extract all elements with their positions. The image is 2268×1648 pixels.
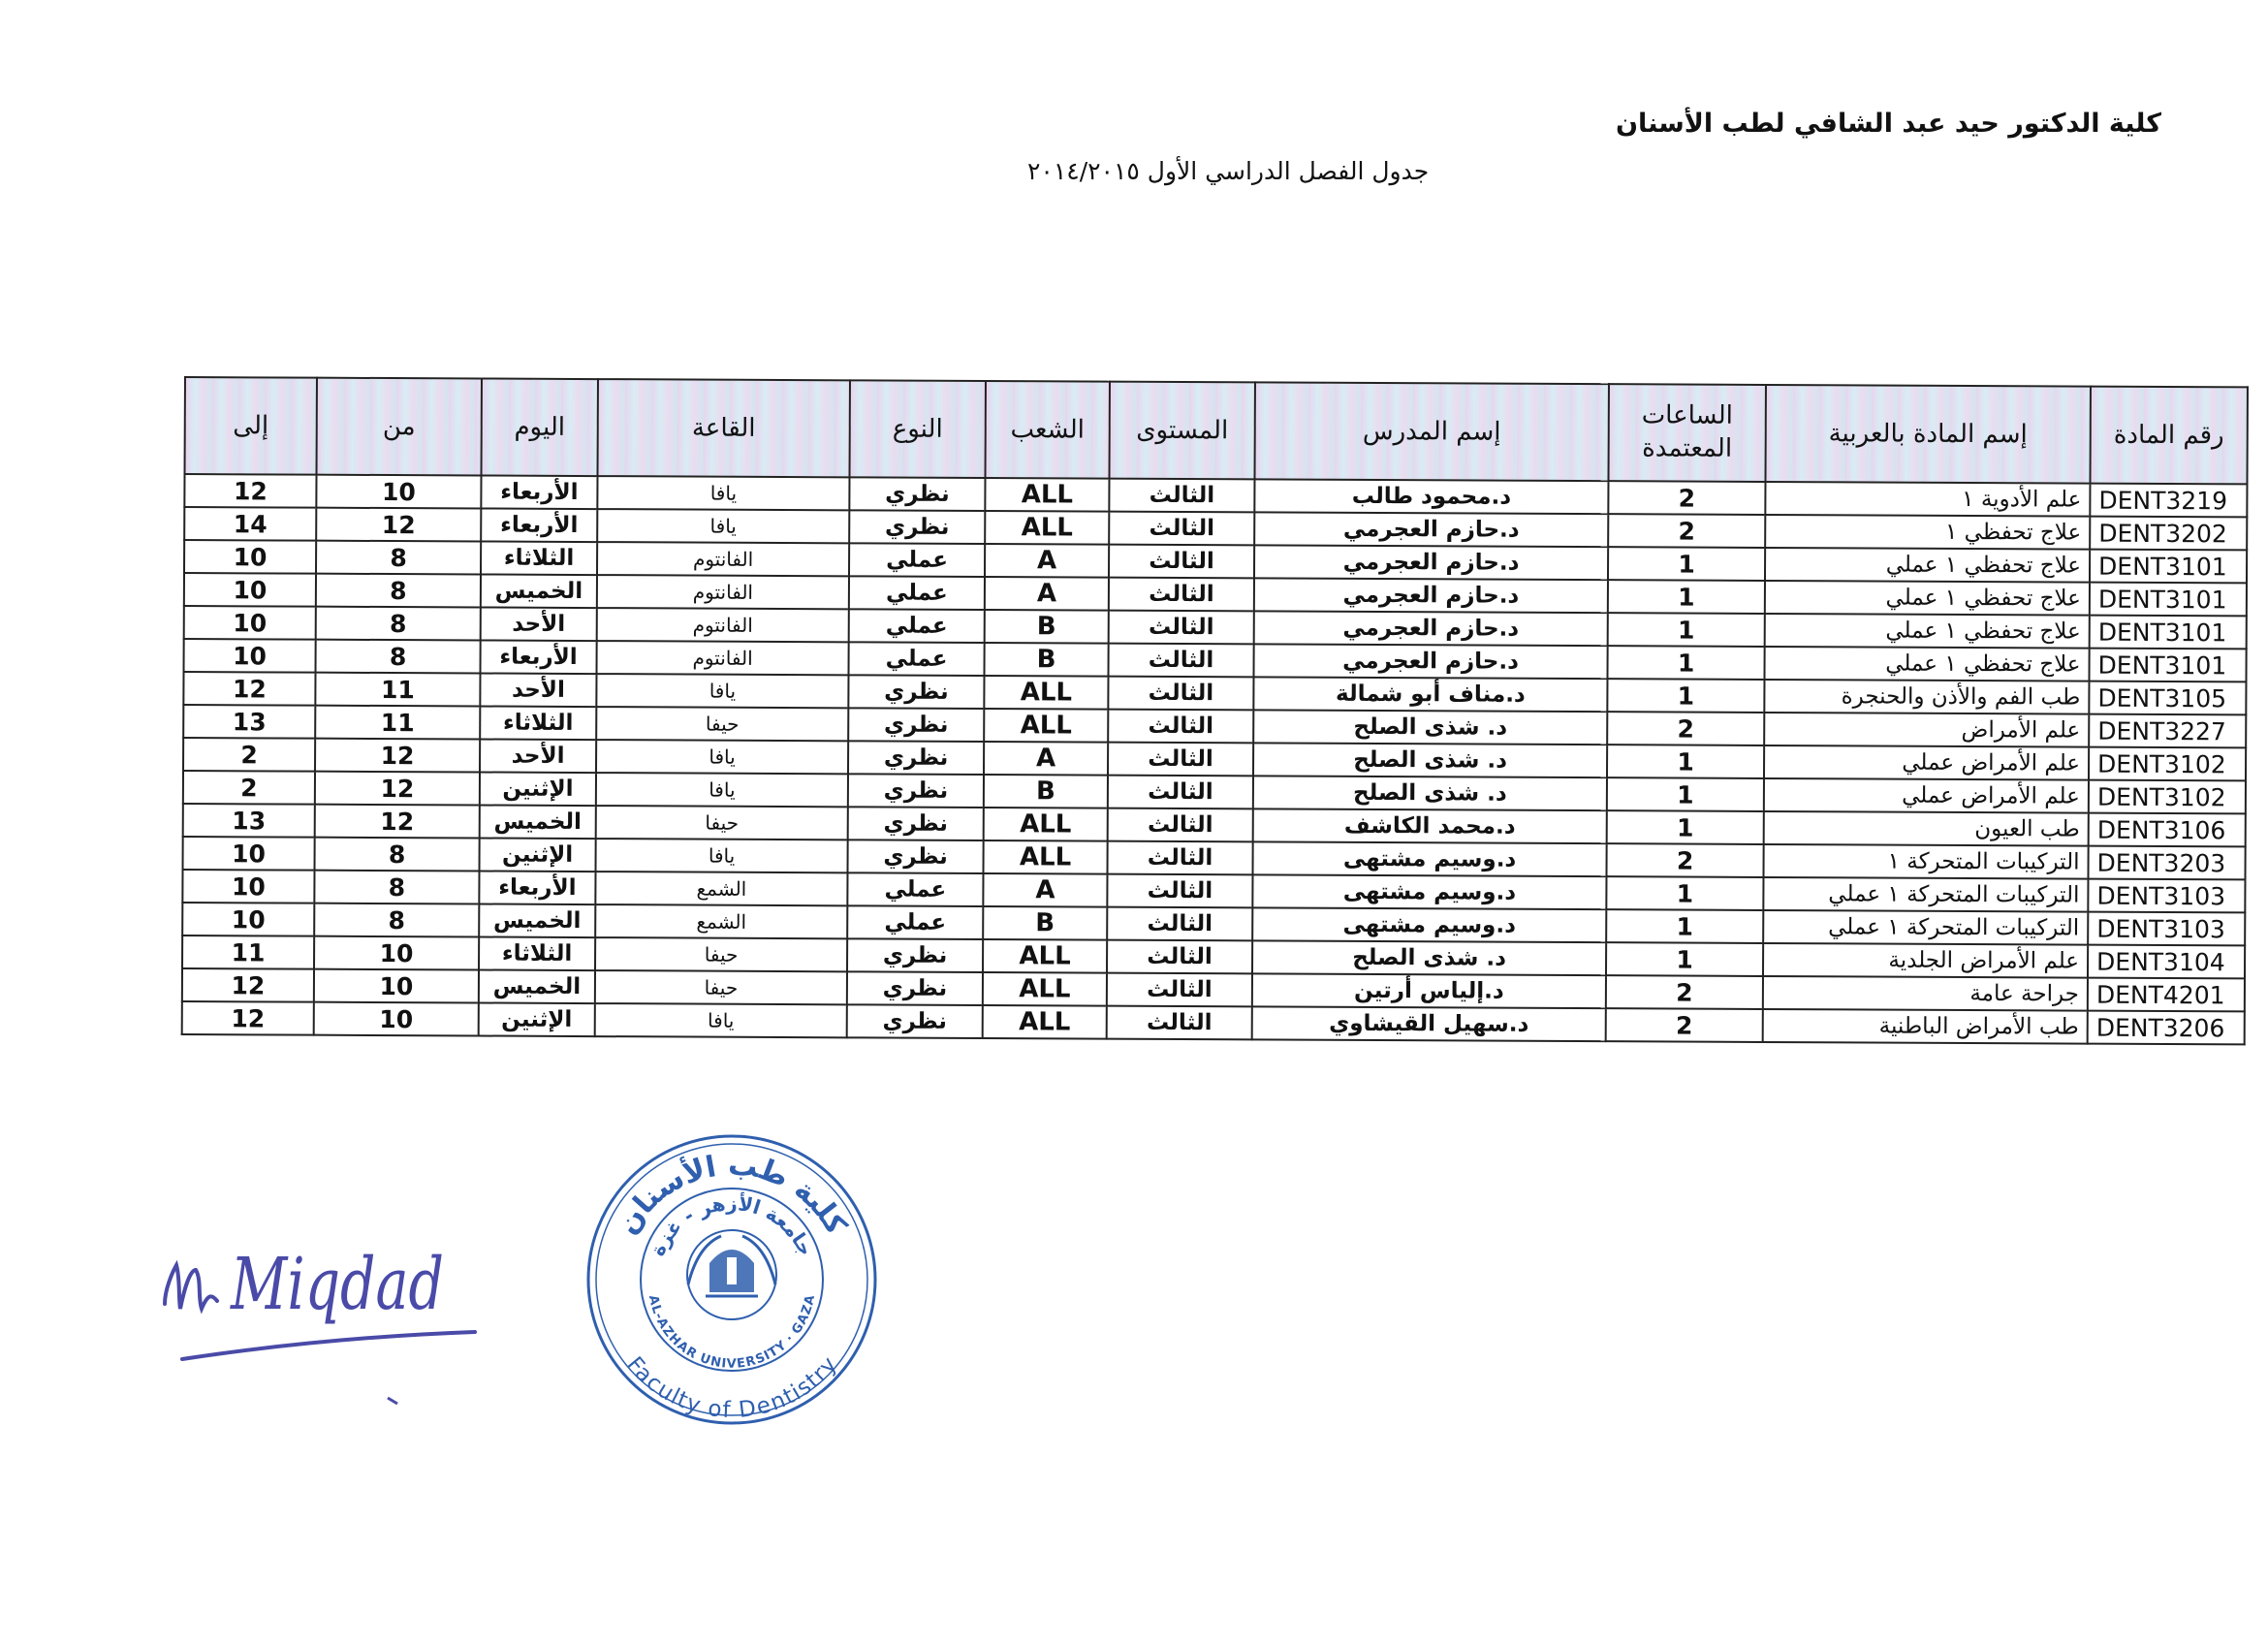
stamp-english-bottom: Faculty of Dentistry: [621, 1352, 842, 1423]
cell-room: يافا: [596, 839, 848, 872]
cell-day: الأحد: [480, 673, 596, 707]
cell-room: حيفا: [596, 806, 848, 840]
cell-day: الأربعاء: [479, 871, 595, 904]
cell-to: 11: [182, 935, 314, 969]
cell-room: يافا: [597, 509, 849, 543]
svg-text:AL-AZHAR UNIVERSITY · GAZA: [646, 1294, 818, 1372]
cell-instructor: د. شذى الصلح: [1253, 743, 1607, 777]
cell-type: عملي: [847, 872, 983, 906]
header-code: رقم المادة: [2090, 387, 2247, 485]
cell-to: 10: [184, 639, 316, 673]
cell-level: الثالث: [1108, 710, 1253, 744]
cell-instructor: د.مناف أبو شمالة: [1253, 677, 1607, 712]
cell-instructor: د.حازم العجرمي: [1254, 578, 1608, 613]
header-from: من: [317, 378, 482, 476]
cell-to: 10: [184, 540, 316, 574]
cell-instructor: د. شذى الصلح: [1253, 776, 1607, 810]
cell-credit-hours: 1: [1607, 810, 1764, 844]
cell-room: يافا: [596, 674, 848, 708]
cell-instructor: د.سهيل القيشاوي: [1252, 1006, 1606, 1041]
cell-from: 10: [314, 1002, 479, 1036]
cell-from: 8: [314, 871, 479, 904]
cell-credit-hours: 2: [1606, 843, 1763, 877]
cell-type: عملي: [849, 543, 985, 577]
cell-room: الشمع: [595, 872, 847, 905]
cell-code: DENT3101: [2089, 649, 2246, 682]
cell-to: 2: [183, 771, 315, 805]
cell-course: التركيبات المتحركة ١ عملي: [1763, 910, 2088, 945]
cell-credit-hours: 1: [1608, 613, 1765, 647]
cell-type: عملي: [849, 576, 985, 610]
cell-level: الثالث: [1107, 874, 1252, 908]
cell-course: علاج تحفظي ١ عملي: [1765, 548, 2090, 583]
cell-credit-hours: 1: [1606, 942, 1763, 976]
cell-course: علم الأمراض: [1764, 713, 2089, 747]
cell-section: ALL: [984, 840, 1108, 874]
cell-to: 13: [183, 804, 315, 838]
cell-to: 12: [182, 1001, 314, 1035]
cell-credit-hours: 1: [1607, 777, 1764, 811]
cell-section: ALL: [983, 939, 1107, 973]
cell-room: حيفا: [595, 970, 847, 1004]
cell-credit-hours: 2: [1606, 1008, 1763, 1042]
cell-code: DENT3103: [2088, 879, 2245, 913]
cell-day: الخميس: [480, 805, 596, 839]
cell-from: 12: [315, 805, 480, 839]
cell-level: الثالث: [1107, 940, 1252, 974]
cell-level: الثالث: [1108, 841, 1253, 875]
cell-course: علم الأمراض عملي: [1764, 745, 2089, 780]
cell-room: الفانتوم: [597, 542, 849, 576]
cell-credit-hours: 2: [1606, 975, 1763, 1009]
cell-type: عملي: [849, 642, 985, 676]
cell-section: A: [985, 577, 1109, 611]
cell-code: DENT3104: [2088, 945, 2245, 979]
cell-course: التركيبات المتحركة ١ عملي: [1763, 877, 2088, 912]
cell-section: ALL: [985, 478, 1109, 512]
cell-from: 8: [316, 541, 481, 575]
cell-day: الخميس: [479, 969, 595, 1003]
stamp-english-ring: AL-AZHAR UNIVERSITY · GAZA: [645, 1293, 819, 1372]
cell-instructor: د.حازم العجرمي: [1253, 644, 1607, 679]
cell-level: الثالث: [1109, 578, 1254, 612]
cell-instructor: د.محمد الكاشف: [1253, 808, 1607, 843]
cell-day: الثلاثاء: [479, 936, 595, 970]
cell-day: الإثنين: [480, 838, 596, 872]
cell-type: نظري: [848, 675, 984, 709]
cell-course: طب الفم والأذن والحنجرة: [1764, 680, 2089, 714]
schedule-title: جدول الفصل الدراسي الأول ٢٠١٤/٢٠١٥: [1027, 157, 1430, 185]
cell-day: الثلاثاء: [480, 706, 596, 740]
header-instructor: إسم المدرس: [1254, 382, 1608, 481]
cell-instructor: د.محمود طالب: [1254, 479, 1608, 514]
cell-code: DENT3102: [2089, 747, 2246, 781]
cell-to: 14: [184, 507, 316, 541]
cell-level: الثالث: [1107, 907, 1252, 941]
cell-level: الثالث: [1108, 644, 1253, 678]
cell-level: الثالث: [1107, 1006, 1252, 1040]
cell-credit-hours: 1: [1606, 909, 1763, 943]
cell-from: 11: [315, 706, 480, 740]
cell-level: الثالث: [1107, 973, 1252, 1007]
schedule-table: [181, 376, 2249, 1045]
cell-room: يافا: [597, 476, 849, 510]
cell-from: 8: [316, 607, 481, 641]
cell-section: ALL: [983, 1005, 1107, 1039]
cell-code: DENT4201: [2088, 978, 2245, 1012]
cell-room: حيفا: [595, 937, 847, 971]
cell-instructor: د.حازم العجرمي: [1254, 611, 1608, 646]
cell-instructor: د. شذى الصلح: [1252, 940, 1606, 975]
cell-to: 10: [184, 606, 316, 640]
cell-code: DENT3101: [2090, 583, 2247, 617]
university-emblem-icon: [687, 1230, 776, 1319]
cell-credit-hours: 1: [1607, 646, 1764, 680]
stamp-arabic-mid: جامعة الأزهر - غزة: [645, 1191, 819, 1260]
cell-from: 12: [315, 772, 480, 806]
cell-section: A: [985, 544, 1109, 578]
cell-section: A: [983, 873, 1107, 907]
college-name: كلية الدكتور حيد عبد الشافي لطب الأسنان: [1616, 109, 2161, 139]
cell-section: ALL: [984, 676, 1108, 710]
cell-to: 10: [182, 903, 314, 936]
cell-section: ALL: [984, 808, 1108, 841]
cell-section: ALL: [984, 709, 1108, 743]
cell-day: الإثنين: [480, 772, 596, 806]
cell-room: الفانتوم: [597, 641, 849, 675]
cell-credit-hours: 2: [1608, 514, 1765, 548]
cell-code: DENT3101: [2090, 616, 2247, 650]
cell-room: حيفا: [596, 707, 848, 741]
cell-type: نظري: [848, 741, 984, 775]
cell-instructor: د.وسيم مشتهى: [1252, 874, 1606, 909]
cell-code: DENT3206: [2088, 1011, 2245, 1045]
cell-credit-hours: 1: [1607, 745, 1764, 778]
header-day: اليوم: [482, 379, 598, 477]
cell-course: التركيبات المتحركة ١: [1763, 844, 2088, 879]
cell-course: طب العيون: [1764, 811, 2089, 846]
cell-level: الثالث: [1109, 611, 1254, 645]
cell-code: DENT3102: [2089, 780, 2246, 814]
cell-from: 10: [314, 969, 479, 1003]
cell-level: الثالث: [1109, 545, 1254, 579]
cell-day: الأحد: [481, 607, 597, 641]
cell-from: 12: [316, 508, 481, 542]
cell-code: DENT3219: [2090, 484, 2247, 518]
cell-type: نظري: [848, 807, 984, 840]
cell-day: الأربعاء: [481, 640, 597, 674]
cell-section: ALL: [983, 972, 1107, 1006]
cell-code: DENT3227: [2089, 714, 2246, 748]
schedule-table-wrapper: [181, 376, 2247, 1045]
cell-to: 10: [184, 573, 316, 607]
cell-day: الخميس: [481, 574, 597, 608]
cell-room: يافا: [596, 740, 848, 774]
cell-code: DENT3106: [2089, 813, 2246, 847]
cell-instructor: د.وسيم مشتهى: [1252, 907, 1606, 942]
cell-type: عملي: [847, 905, 983, 939]
cell-credit-hours: 2: [1607, 712, 1764, 745]
cell-code: DENT3105: [2089, 681, 2246, 715]
cell-code: DENT3103: [2088, 912, 2245, 946]
cell-type: نظري: [848, 774, 984, 808]
signature-text: Miqdad: [229, 1243, 444, 1326]
cell-type: نظري: [848, 840, 984, 873]
cell-credit-hours: 1: [1607, 679, 1764, 713]
cell-course: علم الأمراض الجلدية: [1763, 943, 2088, 978]
cell-day: الإثنين: [479, 1002, 595, 1036]
cell-code: DENT3101: [2090, 550, 2247, 584]
cell-from: 10: [314, 936, 479, 970]
cell-level: الثالث: [1108, 677, 1253, 711]
table-header-row: [185, 377, 2248, 484]
cell-to: 12: [184, 474, 316, 508]
cell-level: الثالث: [1108, 776, 1253, 809]
cell-course: علم الأمراض عملي: [1764, 778, 2089, 813]
cell-level: الثالث: [1109, 512, 1254, 546]
cell-course: علم الأدوية ١: [1765, 482, 2090, 517]
header-level: المستوى: [1109, 382, 1254, 480]
cell-from: 11: [315, 673, 480, 707]
cell-to: 10: [182, 870, 314, 903]
cell-day: الأربعاء: [481, 508, 597, 542]
header-room: القاعة: [598, 379, 850, 477]
cell-course: علاج تحفظي ١ عملي: [1765, 581, 2090, 616]
cell-day: الخميس: [479, 903, 595, 937]
header-type: النوع: [849, 380, 985, 478]
cell-from: 10: [316, 475, 481, 509]
cell-type: نظري: [848, 708, 984, 742]
cell-from: 8: [316, 640, 481, 674]
cell-type: نظري: [847, 938, 983, 972]
cell-level: الثالث: [1109, 479, 1254, 513]
cell-course: جراحة عامة: [1763, 976, 2088, 1011]
cell-from: 8: [316, 574, 481, 608]
cell-credit-hours: 2: [1608, 481, 1765, 515]
cell-room: الشمع: [595, 904, 847, 938]
cell-section: B: [984, 643, 1108, 677]
cell-room: يافا: [596, 773, 848, 807]
faculty-stamp: [582, 1129, 882, 1430]
header-to: إلى: [185, 377, 317, 475]
header-course: إسم المادة بالعربية: [1765, 385, 2090, 484]
cell-course: طب الأمراض الباطنية: [1763, 1009, 2088, 1044]
cell-instructor: د.حازم العجرمي: [1254, 545, 1608, 580]
cell-to: 12: [183, 672, 315, 706]
header-credit-hours: الساعات المعتمدة: [1608, 384, 1765, 482]
cell-code: DENT3202: [2090, 517, 2247, 551]
cell-course: علاج تحفظي ١: [1765, 515, 2090, 550]
cell-day: الأربعاء: [481, 475, 597, 509]
cell-instructor: د. شذى الصلح: [1253, 710, 1607, 745]
cell-instructor: د.وسيم مشتهى: [1252, 841, 1606, 876]
cell-level: الثالث: [1108, 743, 1253, 776]
cell-section: A: [984, 742, 1108, 776]
cell-instructor: د.حازم العجرمي: [1254, 512, 1608, 547]
cell-day: الثلاثاء: [481, 541, 597, 575]
cell-course: علاج تحفظي ١ عملي: [1764, 647, 2089, 681]
cell-room: الفانتوم: [597, 575, 849, 609]
cell-credit-hours: 1: [1608, 580, 1765, 614]
cell-day: الأحد: [480, 739, 596, 773]
cell-room: يافا: [595, 1003, 847, 1037]
header-section: الشعب: [985, 381, 1109, 479]
cell-to: 13: [183, 705, 315, 739]
cell-type: عملي: [849, 609, 985, 643]
stamp-arabic-top: كلية طب الأسنان: [610, 1148, 854, 1241]
cell-from: 12: [315, 739, 480, 773]
cell-from: 8: [315, 838, 480, 872]
cell-section: B: [983, 906, 1107, 940]
cell-section: B: [985, 610, 1109, 644]
cell-to: 2: [183, 738, 315, 772]
cell-type: نظري: [847, 1004, 983, 1038]
signature: [155, 1212, 504, 1415]
table-body: [182, 474, 2248, 1044]
cell-from: 8: [314, 903, 479, 937]
cell-to: 10: [183, 837, 315, 871]
cell-type: نظري: [849, 510, 985, 544]
cell-credit-hours: 1: [1608, 547, 1765, 581]
cell-section: B: [984, 775, 1108, 808]
cell-to: 12: [182, 968, 314, 1002]
cell-type: نظري: [847, 971, 983, 1005]
cell-course: علاج تحفظي ١ عملي: [1765, 614, 2090, 649]
cell-level: الثالث: [1108, 808, 1253, 842]
cell-instructor: د.إلياس أرتين: [1252, 973, 1606, 1008]
cell-type: نظري: [849, 477, 985, 511]
cell-section: ALL: [985, 511, 1109, 545]
cell-room: الفانتوم: [597, 608, 849, 642]
cell-code: DENT3203: [2088, 846, 2245, 880]
cell-credit-hours: 1: [1606, 876, 1763, 910]
